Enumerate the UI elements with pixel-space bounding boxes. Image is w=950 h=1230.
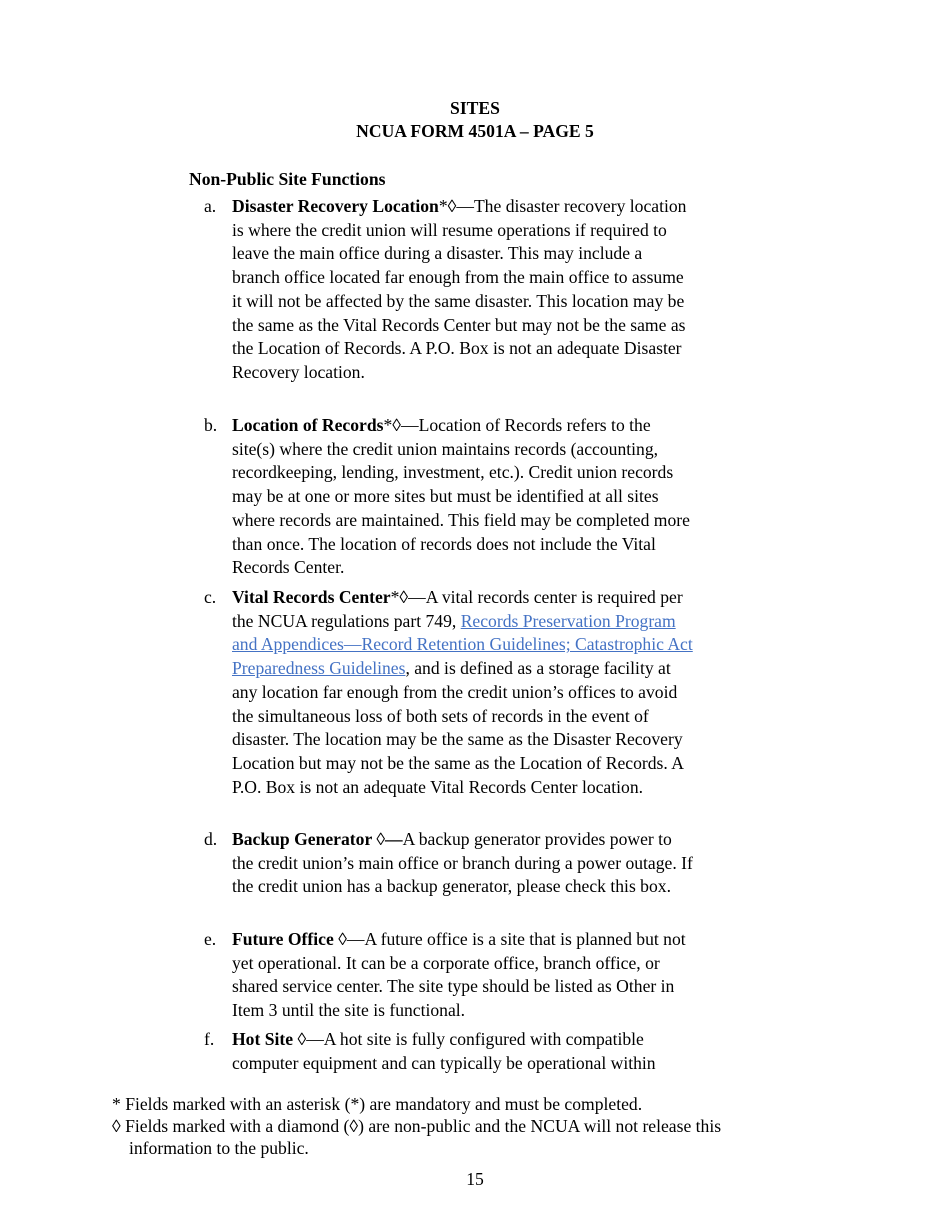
page-number: 15 (466, 1169, 484, 1189)
item-term: Vital Records Center (232, 587, 391, 607)
item-description: A backup generator provides power to the credit union’s main office or branch during a power outage. If the credit union has a backup generator, please check this box. (232, 829, 693, 897)
records-preservation-link[interactable]: Records Preservation Program and Appendices—Record Retention Guidelines; Catastrophic Act Preparedness Guidelines (232, 610, 693, 679)
item-description: —Location of Records refers to the site(s) where the credit union maintains records (accounting, recordkeeping, lending, investment, etc.). Credit union records may be at one or more sites but must be identified at all sites where records are maintained. This field may be completed more than once. The location of records does not include the Vital Records Center. (232, 415, 690, 578)
list-item-vital-records-center (204, 586, 694, 799)
item-term: Hot Site (232, 1029, 294, 1049)
list-item-disaster-recovery-location (204, 195, 694, 385)
item-description: —A hot site is fully configured with compatible computer equipment and can typically be operational within (232, 1029, 656, 1073)
section-heading: Non-Public Site Functions (189, 169, 386, 189)
item-letter: b. (204, 415, 218, 435)
item-letter: f. (204, 1029, 215, 1049)
item-description-cont: , and is defined as a storage facility at any location far enough from the credit union’s offices to avoid the simultaneous loss of both sets of records in the event of disaster. The location may be the same as the Disaster Recovery Location but may not be the same as the Location of Records. A P.O. Box is not an adequate Vital Records Center location. (232, 658, 683, 797)
footnote-diamond-line2: information to the public. (129, 1137, 309, 1158)
item-description: —The disaster recovery location is where the credit union will resume operations if required to leave the main office during a disaster. This may include a branch office located far enough from the main office to assume it will not be affected by the same disaster. This location may be the same as the Vital Records Center but may not be the same as the Location of Records. A P.O. Box is not an adequate Disaster Recovery location. (232, 196, 687, 382)
item-term: Location of Records (232, 415, 384, 435)
page-title: SITES (450, 98, 500, 118)
list-item-hot-site (204, 1028, 694, 1075)
item-term: Future Office (232, 929, 334, 949)
item-markers: ◊ (333, 929, 347, 949)
item-letter: d. (204, 829, 218, 849)
item-description: —A vital records center is required per the NCUA regulations part 749, (232, 587, 683, 631)
footnote-diamond (112, 1116, 792, 1159)
item-letter: e. (204, 929, 217, 949)
item-markers: *◊ (390, 587, 409, 607)
item-markers: *◊ (383, 415, 401, 435)
item-term: Backup Generator ◊— (232, 829, 403, 849)
footnote-diamond-line1: ◊ Fields marked with a diamond (◊) are non-public and the NCUA will not release this (112, 1116, 722, 1136)
item-letter: a. (204, 196, 217, 216)
item-markers: *◊ (438, 196, 457, 216)
page-subtitle: NCUA FORM 4501A – PAGE 5 (356, 121, 594, 141)
list-item-backup-generator (204, 828, 694, 899)
item-description: —A future office is a site that is planned but not yet operational. It can be a corporate office, branch office, or shared service center. The site type should be listed as Other in Item 3 until the site is functional. (232, 929, 686, 1021)
list-item-future-office (204, 928, 694, 1023)
footnote-asterisk: * Fields marked with an asterisk (*) are mandatory and must be completed. (112, 1094, 643, 1114)
item-markers: ◊ (293, 1029, 307, 1049)
list-item-location-of-records (204, 414, 694, 580)
item-letter: c. (204, 587, 217, 607)
item-term: Disaster Recovery Location (232, 196, 439, 216)
